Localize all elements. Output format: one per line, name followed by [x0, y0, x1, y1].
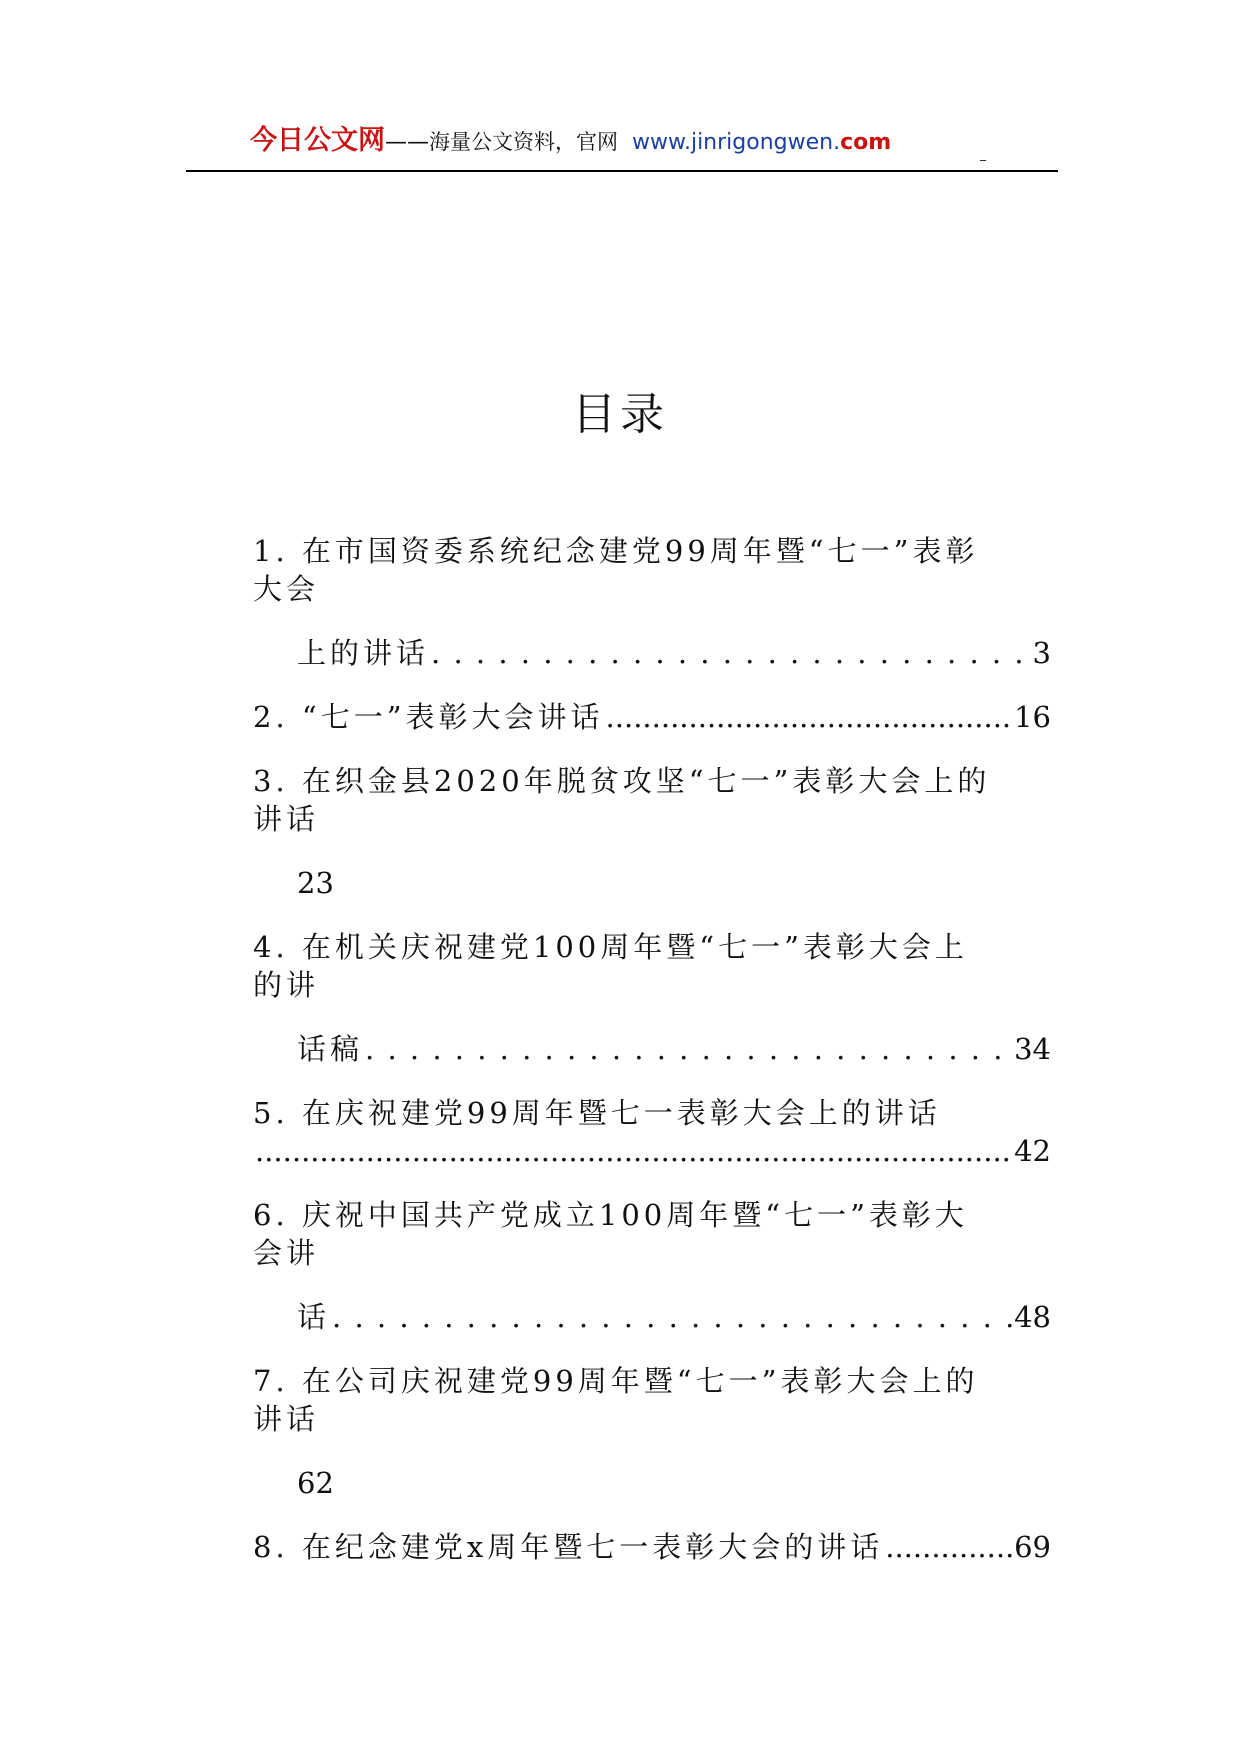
header-separator: —— [385, 130, 429, 155]
page-title: 目录 [572, 389, 668, 440]
toc-item-4-line2: 的讲 [253, 968, 320, 1002]
toc-item-number: 4. [253, 930, 289, 964]
toc-page-number: 34 [1014, 1032, 1051, 1066]
toc-item-4-leader [297, 1030, 1051, 1068]
dot-leader [431, 634, 1031, 672]
toc-item-1-leader [297, 634, 1051, 672]
toc-page-number: 69 [1014, 1530, 1051, 1564]
toc-item-number: 3. [253, 764, 289, 798]
toc-page-number: 3 [1032, 636, 1051, 670]
dot-leader [255, 1132, 1012, 1170]
toc-item-title [253, 698, 604, 736]
dot-leader [332, 1298, 1012, 1336]
toc-item-7-line2: 讲话 [253, 1402, 320, 1436]
site-url-main: www.jinrigongwen. [632, 130, 841, 155]
toc-item-number: 6. [253, 1198, 289, 1232]
toc-item-5-line1 [253, 1094, 941, 1132]
toc-item-3-line1 [253, 762, 990, 800]
toc-item-7-line1 [253, 1362, 978, 1400]
header-tagline: 海量公文资料，官网 [429, 130, 618, 154]
toc-item-number: 5. [253, 1096, 289, 1130]
toc-item-continuation: 话稿 [297, 1032, 364, 1066]
toc-item-text: “七一”表彰大会讲话 [301, 700, 604, 734]
toc-item-number: 1. [253, 534, 289, 568]
site-brand: 今日公文网 [250, 125, 385, 156]
toc-item-6-line1 [253, 1196, 968, 1234]
toc-item-continuation: 上的讲话 [297, 636, 430, 670]
page-header [250, 118, 1010, 157]
dot-leader [885, 1528, 1012, 1566]
toc-page-number: 48 [1014, 1300, 1051, 1334]
toc-item-8 [253, 1528, 1051, 1566]
toc-item-2 [253, 698, 1051, 736]
toc-item-title: 在织金县2020年脱贫攻坚“七一”表彰大会上的 [301, 764, 991, 798]
toc-page-number: 16 [1014, 700, 1051, 734]
toc-item-1-line2: 大会 [253, 572, 320, 606]
header-rule [186, 170, 1058, 172]
toc-item-title: 在市国资委系统纪念建党99周年暨“七一”表彰 [301, 534, 979, 568]
site-url-tld: com [840, 130, 892, 155]
toc-item-text: 在纪念建党x周年暨七一表彰大会的讲话 [301, 1530, 884, 1564]
toc-item-number: 7. [253, 1364, 289, 1398]
site-url[interactable] [632, 130, 891, 155]
dot-leader [606, 698, 1013, 736]
toc-page-number: 23 [297, 866, 334, 900]
toc-page-number: 42 [1014, 1134, 1051, 1168]
toc-item-title: 在公司庆祝建党99周年暨“七一”表彰大会上的 [301, 1364, 979, 1398]
toc-item-title: 在机关庆祝建党100周年暨“七一”表彰大会上 [301, 930, 968, 964]
toc-item-title: 在庆祝建党99周年暨七一表彰大会上的讲话 [301, 1096, 941, 1130]
toc-item-title: 庆祝中国共产党成立100周年暨“七一”表彰大 [301, 1198, 968, 1232]
toc-item-6-leader [297, 1298, 1051, 1336]
toc-item-6-line2: 会讲 [253, 1236, 320, 1270]
toc-item-1-line1 [253, 532, 978, 570]
dot-leader [365, 1030, 1012, 1068]
toc-page-number: 62 [297, 1466, 334, 1500]
toc-item-5-leader [253, 1132, 1051, 1170]
toc-item-continuation: 话 [297, 1300, 331, 1334]
toc-item-3-line2: 讲话 [253, 802, 320, 836]
header-mark [980, 160, 986, 161]
toc-item-4-line1 [253, 928, 968, 966]
toc-item-number: 2. [253, 700, 289, 734]
toc-item-number: 8. [253, 1530, 289, 1564]
toc-item-title [253, 1528, 883, 1566]
